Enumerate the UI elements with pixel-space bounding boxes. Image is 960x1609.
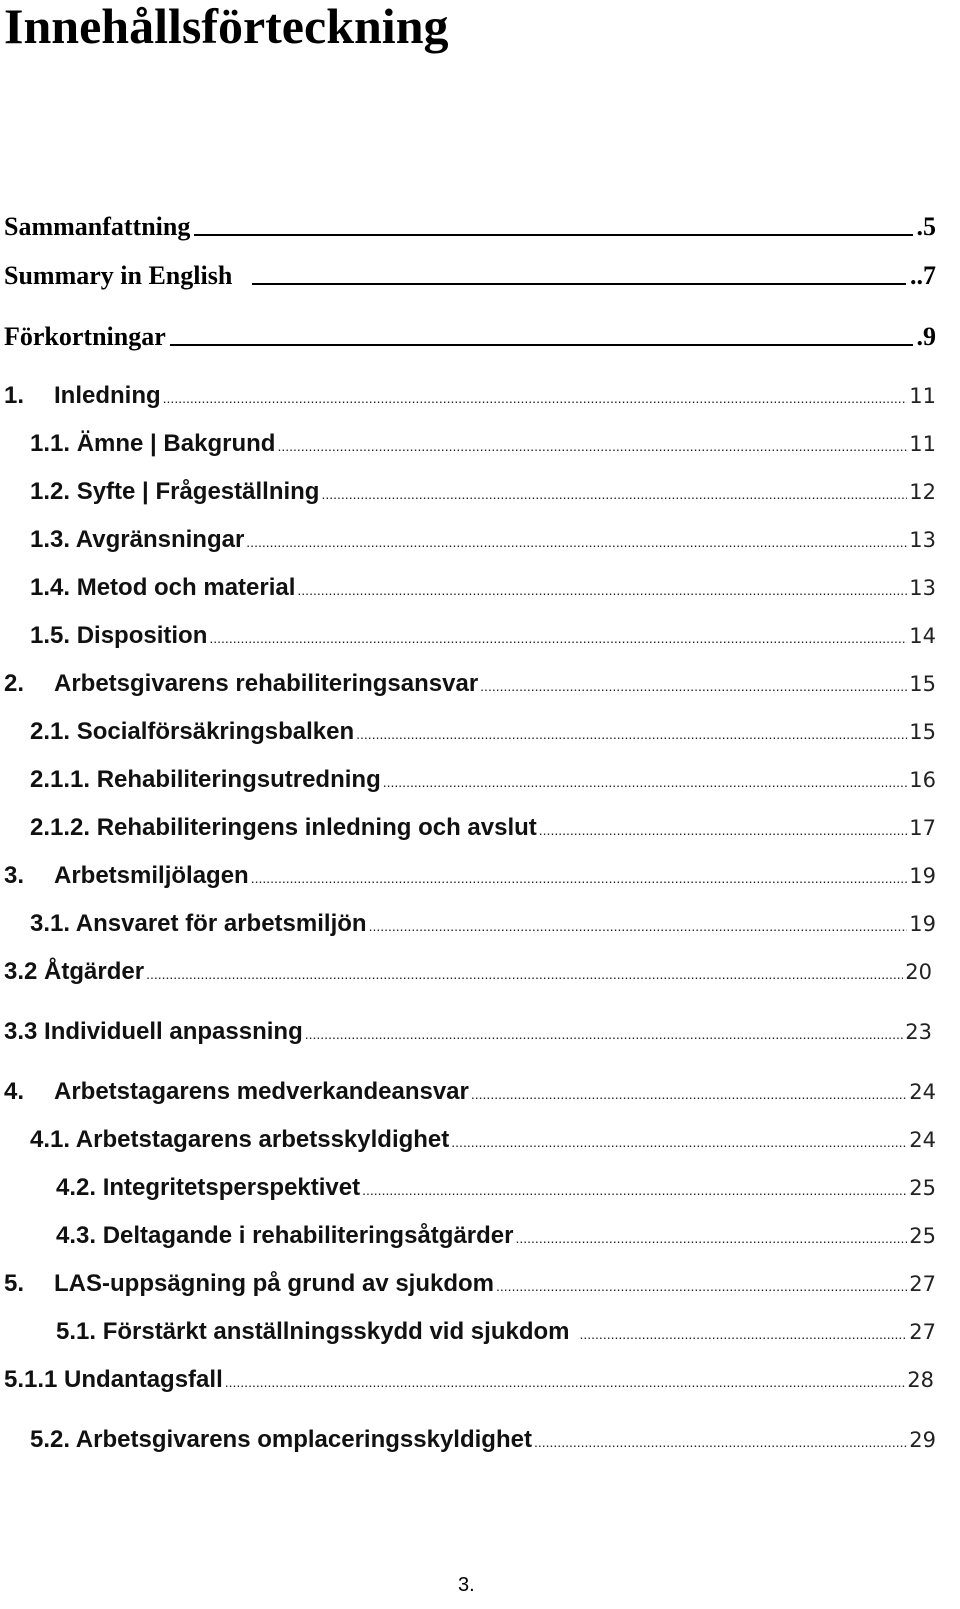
toc-entry-2[interactable]	[4, 669, 936, 701]
toc-leader	[163, 383, 908, 413]
toc-leader	[170, 344, 913, 346]
toc-entry-summary[interactable]	[4, 261, 936, 291]
toc-entry-5-1[interactable]	[56, 1317, 936, 1349]
toc-entry-label: 1.2. Syfte | Frågeställning	[30, 478, 320, 505]
toc-entry-page: 11	[909, 432, 936, 456]
toc-entry-page: ..7	[910, 261, 936, 290]
toc-entry-label: 2.1.2. Rehabiliteringens inledning och avslut	[30, 814, 537, 841]
toc-entry-label: 1.5. Disposition	[30, 622, 208, 649]
toc-leader	[534, 1427, 907, 1457]
toc-entry-3-2[interactable]	[4, 957, 932, 989]
toc-entry-page: 17	[909, 816, 936, 840]
toc-entry-label: 1.1. Ämne | Bakgrund	[30, 430, 276, 457]
toc-entry-label: 4.3. Deltagande i rehabiliteringsåtgärder	[56, 1222, 514, 1249]
toc-entry-page: 23	[905, 1020, 932, 1044]
toc-entry-3-3[interactable]	[4, 1017, 932, 1049]
toc-entry-label: 1.3. Avgränsningar	[30, 526, 245, 553]
toc-entry-page: 15	[909, 672, 936, 696]
toc-entry-page: 13	[909, 576, 936, 600]
toc-leader	[252, 283, 906, 285]
toc-entry-1-4[interactable]	[30, 573, 936, 605]
toc-entry-label: 3.1. Ansvaret för arbetsmiljön	[30, 910, 367, 937]
toc-entry-page: .9	[916, 322, 936, 351]
toc-leader	[225, 1367, 906, 1397]
toc-entry-page: 24	[909, 1128, 936, 1152]
toc-entry-page: 29	[909, 1428, 936, 1452]
toc-leader	[251, 863, 908, 893]
toc-entry-label: 4.1. Arbetstagarens arbetsskyldighet	[30, 1126, 450, 1153]
toc-leader	[246, 527, 907, 557]
toc-leader	[321, 479, 907, 509]
toc-entry-page: 19	[909, 912, 936, 936]
toc-leader	[369, 911, 908, 941]
toc-leader	[209, 623, 907, 653]
toc-entry-label: 2.1. Socialförsäkringsbalken	[30, 718, 355, 745]
toc-entry-page: 16	[909, 768, 936, 792]
toc-entry-page: 24	[909, 1080, 936, 1104]
toc-entry-label: 5.1.1 Undantagsfall	[4, 1366, 223, 1393]
toc-leader	[362, 1175, 907, 1205]
toc-leader	[297, 575, 907, 605]
toc-leader	[194, 234, 912, 236]
toc-entry-5-2[interactable]	[30, 1425, 936, 1457]
toc-entry-4-2[interactable]	[56, 1173, 936, 1205]
page-number: 3.	[458, 1574, 475, 1596]
toc-entry-label: 5.2. Arbetsgivarens omplaceringsskyldighet	[30, 1426, 532, 1453]
toc-leader	[146, 959, 903, 989]
toc-leader	[277, 431, 907, 461]
toc-entry-number: 1.	[4, 382, 25, 409]
toc-leader	[305, 1019, 904, 1049]
toc-entry-label: Förkortningar	[4, 322, 166, 351]
toc-entry-number: 2.	[4, 670, 25, 697]
toc-entry-page: 12	[909, 480, 936, 504]
toc-entry-1-5[interactable]	[30, 621, 936, 653]
toc-entry-number: 5.	[4, 1270, 25, 1297]
toc-entry-page: 27	[909, 1272, 936, 1296]
toc-entry-sammanfattning[interactable]	[4, 212, 936, 242]
toc-entry-page: 25	[909, 1176, 936, 1200]
toc-leader	[356, 719, 907, 749]
toc-entry-page: 13	[909, 528, 936, 552]
toc-entry-number: 4.	[4, 1078, 25, 1105]
toc-entry-page: 20	[905, 960, 932, 984]
toc-entry-page: 19	[909, 864, 936, 888]
toc-entry-label: LAS-uppsägning på grund av sjukdom	[54, 1270, 495, 1297]
toc-entry-4-1[interactable]	[30, 1125, 936, 1157]
toc-entry-forkortningar[interactable]	[4, 322, 936, 352]
toc-entry-label: Arbetstagarens medverkandeansvar	[54, 1078, 469, 1105]
toc-entry-3[interactable]	[4, 861, 936, 893]
toc-leader	[539, 815, 907, 845]
toc-leader	[471, 1079, 907, 1109]
toc-leader	[515, 1223, 907, 1253]
toc-entry-1-2[interactable]	[30, 477, 936, 509]
toc-entry-label: 1.4. Metod och material	[30, 574, 296, 601]
toc-entry-label: Summary in English	[4, 261, 233, 290]
toc-entry-label: 4.2. Integritetsperspektivet	[56, 1174, 361, 1201]
toc-leader	[496, 1271, 907, 1301]
toc-entry-label: Sammanfattning	[4, 212, 191, 241]
toc-entry-label: Arbetsmiljölagen	[54, 862, 249, 889]
toc-entry-5-1-1[interactable]	[4, 1365, 934, 1397]
toc-entry-label: Arbetsgivarens rehabiliteringsansvar	[54, 670, 479, 697]
toc-entry-label: 3.3 Individuell anpassning	[4, 1018, 303, 1045]
toc-entry-label: 3.2 Åtgärder	[4, 958, 145, 985]
toc-entry-1[interactable]	[4, 381, 936, 413]
toc-entry-page: 15	[909, 720, 936, 744]
toc-entry-2-1-1[interactable]	[30, 765, 936, 797]
toc-entry-5[interactable]	[4, 1269, 936, 1301]
toc-entry-number: 3.	[4, 862, 25, 889]
toc-entry-page: 28	[907, 1368, 934, 1392]
toc-entry-page: 27	[909, 1320, 936, 1344]
toc-entry-4-3[interactable]	[56, 1221, 936, 1253]
toc-leader	[383, 767, 908, 797]
toc-entry-label: 5.1. Förstärkt anställningsskydd vid sjukdom	[56, 1318, 570, 1345]
toc-entry-label: 2.1.1. Rehabiliteringsutredning	[30, 766, 381, 793]
toc-entry-page: 25	[909, 1224, 936, 1248]
toc-entry-3-1[interactable]	[30, 909, 936, 941]
toc-entry-page: 14	[909, 624, 936, 648]
toc-entry-page: .5	[916, 212, 936, 241]
toc-entry-2-1-2[interactable]	[30, 813, 936, 845]
toc-entry-2-1[interactable]	[30, 717, 936, 749]
toc-entry-1-3[interactable]	[30, 525, 936, 557]
toc-leader	[451, 1127, 907, 1157]
toc-entry-page: 11	[909, 384, 936, 408]
page-title: Innehållsförteckning	[4, 0, 449, 54]
toc-leader	[480, 671, 907, 701]
toc-leader	[579, 1319, 907, 1349]
toc-entry-1-1[interactable]	[30, 429, 936, 461]
toc-entry-4[interactable]	[4, 1077, 936, 1109]
toc-entry-label: Inledning	[54, 382, 161, 409]
